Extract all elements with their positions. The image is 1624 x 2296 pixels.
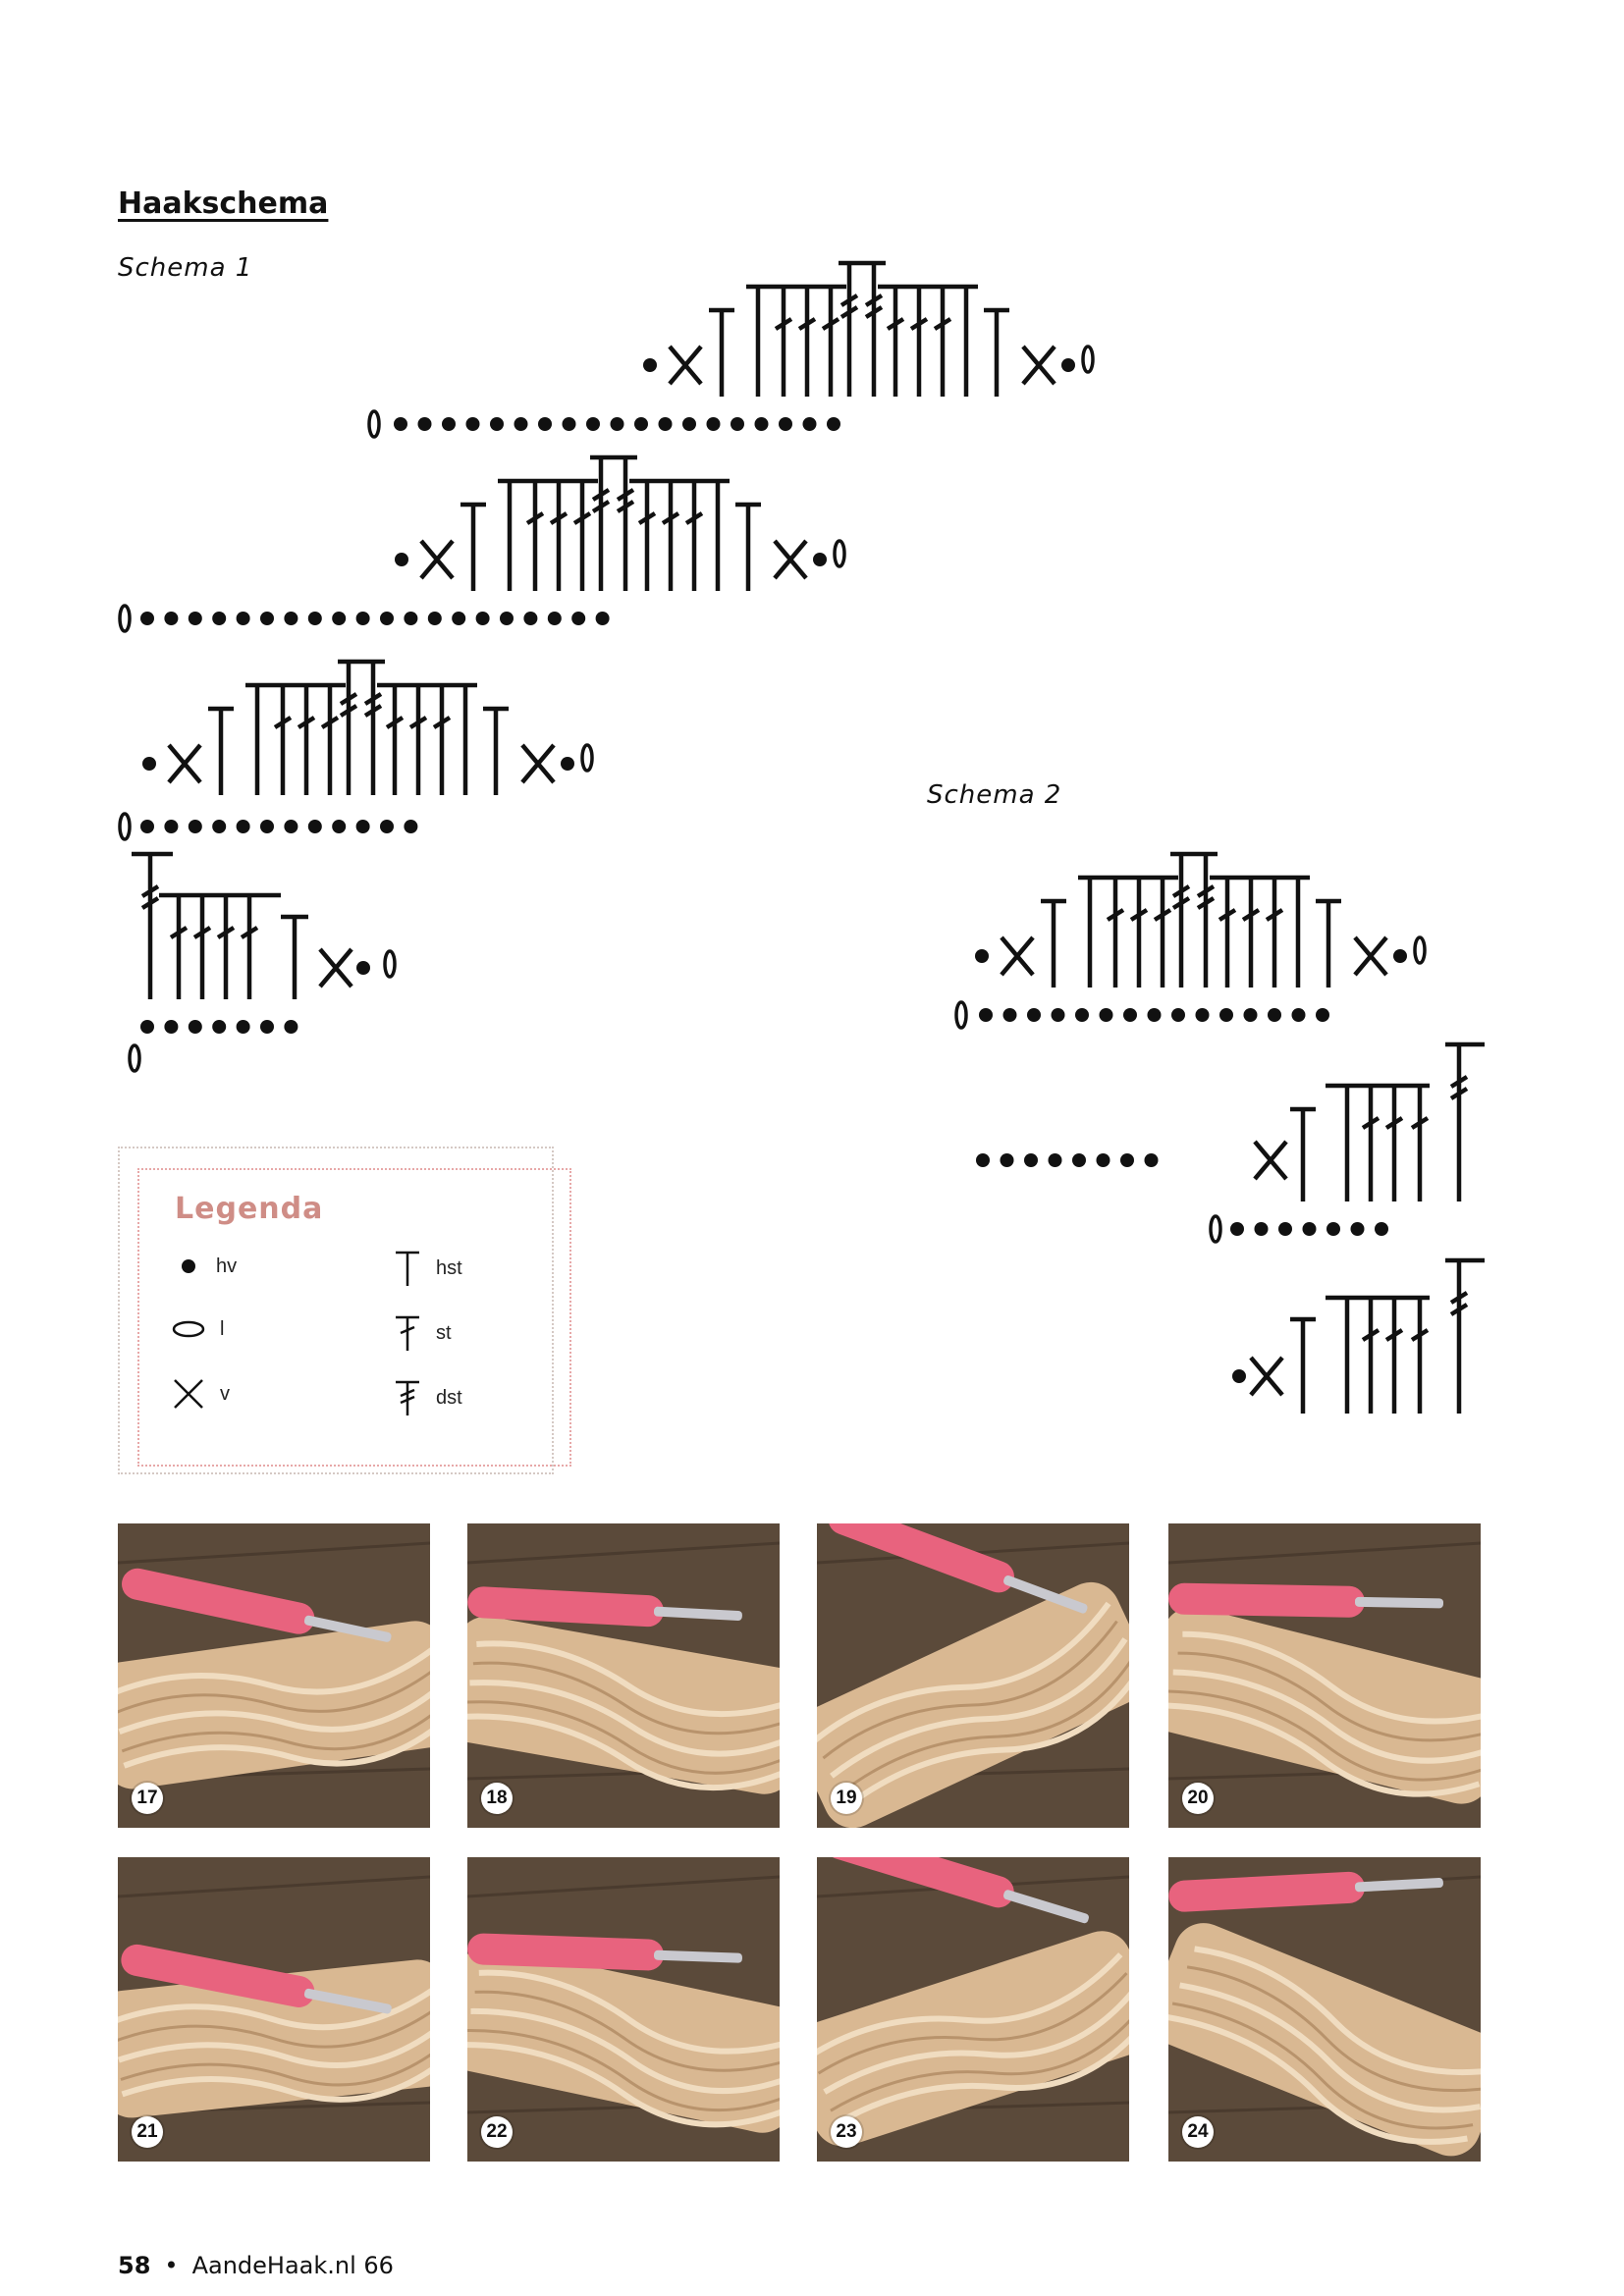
photo-illustration bbox=[1168, 1523, 1481, 1828]
chain-stitch-symbol bbox=[260, 1020, 274, 1034]
chain-stitch-symbol bbox=[237, 1020, 250, 1034]
chain-stitch-symbol bbox=[1052, 1008, 1065, 1022]
slip-stitch-symbol bbox=[956, 1002, 966, 1028]
legend-item-hv bbox=[175, 1253, 237, 1280]
st-symbol bbox=[171, 895, 187, 999]
photo-illustration bbox=[817, 1857, 1129, 2162]
chain-stitch-symbol bbox=[1244, 1008, 1258, 1022]
single-crochet-symbol bbox=[1255, 1142, 1286, 1179]
chain-stitch-symbol bbox=[659, 417, 673, 431]
chain-stitch-symbol bbox=[260, 820, 274, 833]
st-symbol bbox=[1386, 1086, 1402, 1201]
st-symbol bbox=[1363, 1298, 1379, 1414]
chain-stitch-symbol bbox=[284, 1020, 298, 1034]
slip-stitch-symbol bbox=[120, 814, 130, 839]
step-photo-21 bbox=[118, 1857, 430, 2162]
chain-stitch-symbol bbox=[212, 612, 226, 625]
st-symbol bbox=[776, 287, 791, 397]
slip-stitch-symbol bbox=[1211, 1216, 1220, 1242]
schema-2-label: Schema 2 bbox=[927, 780, 1062, 810]
chain-stitch-symbol bbox=[1230, 1222, 1244, 1236]
chain-stitch-symbol bbox=[332, 612, 346, 625]
legend-item-hst bbox=[393, 1249, 462, 1288]
publication-name: AandeHaak.nl 66 bbox=[191, 2252, 394, 2279]
chain-stitch-symbol bbox=[1123, 1008, 1137, 1022]
st-symbol bbox=[1412, 1086, 1428, 1201]
step-number-badge: 23 bbox=[831, 2116, 862, 2148]
page-footer bbox=[118, 2252, 394, 2279]
st-symbol bbox=[1219, 878, 1235, 988]
oval-icon bbox=[171, 1315, 206, 1343]
dst-symbol bbox=[341, 662, 356, 795]
chain-stitch-symbol bbox=[755, 417, 769, 431]
chain-stitch-symbol bbox=[1255, 1222, 1269, 1236]
chain-stitch-symbol bbox=[1351, 1222, 1365, 1236]
chain-stitch-symbol bbox=[827, 417, 840, 431]
page-title: Haakschema bbox=[118, 187, 329, 221]
cross-icon bbox=[171, 1376, 206, 1412]
st-symbol bbox=[823, 287, 839, 397]
st-symbol bbox=[1108, 878, 1123, 988]
chain-stitch-symbol bbox=[563, 417, 576, 431]
single-crochet-symbol bbox=[421, 541, 453, 578]
chain-stitch-symbol bbox=[1001, 1153, 1014, 1167]
chain-stitch-symbol bbox=[976, 1153, 990, 1167]
single-crochet-symbol bbox=[320, 949, 352, 987]
legend-item-l bbox=[171, 1315, 224, 1343]
dst-symbol bbox=[866, 263, 882, 397]
chain-stitch-symbol bbox=[380, 612, 394, 625]
chain-stitch-symbol bbox=[707, 417, 721, 431]
chain-stitch-symbol bbox=[548, 612, 562, 625]
chain-stitch-symbol bbox=[404, 820, 417, 833]
schema-1-label: Schema 1 bbox=[118, 253, 253, 283]
step-number-badge: 21 bbox=[132, 2116, 163, 2148]
chain-stitch-symbol bbox=[212, 820, 226, 833]
chain-stitch-symbol bbox=[212, 1020, 226, 1034]
st-symbol bbox=[242, 895, 257, 999]
chain-stitch-symbol bbox=[634, 417, 648, 431]
st-symbol bbox=[1386, 1298, 1402, 1414]
st-symbol bbox=[194, 895, 210, 999]
chain-stitch-symbol bbox=[308, 612, 322, 625]
chain-stitch-symbol bbox=[1097, 1153, 1110, 1167]
dst-symbol bbox=[841, 263, 857, 397]
chain-stitch-symbol bbox=[803, 417, 817, 431]
chain-stitch-symbol bbox=[514, 417, 528, 431]
st-symbol bbox=[387, 685, 403, 795]
chain-stitch-symbol bbox=[1061, 358, 1075, 372]
step-photo-20 bbox=[1168, 1523, 1481, 1828]
slip-stitch-symbol bbox=[130, 1045, 139, 1071]
st-symbol bbox=[322, 685, 338, 795]
chain-stitch-symbol bbox=[394, 417, 407, 431]
chain-stitch-symbol bbox=[561, 757, 574, 771]
legend-label-l: l bbox=[220, 1317, 225, 1340]
filled-dot-icon bbox=[175, 1253, 202, 1280]
chain-stitch-symbol bbox=[466, 417, 480, 431]
chain-stitch-symbol bbox=[332, 820, 346, 833]
legend-label-hst: hst bbox=[436, 1256, 462, 1279]
chain-stitch-symbol bbox=[538, 417, 552, 431]
chain-stitch-symbol bbox=[1171, 1008, 1185, 1022]
slip-stitch-symbol bbox=[385, 951, 395, 977]
photo-illustration bbox=[118, 1857, 430, 2162]
chain-stitch-symbol bbox=[356, 961, 370, 975]
single-crochet-symbol bbox=[1023, 347, 1055, 384]
chain-stitch-symbol bbox=[979, 1008, 993, 1022]
st-symbol bbox=[434, 685, 450, 795]
st-symbol bbox=[275, 685, 291, 795]
chain-stitch-symbol bbox=[404, 612, 417, 625]
single-crochet-symbol bbox=[1355, 937, 1386, 975]
single-crochet-symbol bbox=[775, 541, 806, 578]
slip-stitch-symbol bbox=[1083, 347, 1093, 372]
dst-symbol bbox=[365, 662, 381, 795]
chain-stitch-symbol bbox=[418, 417, 432, 431]
legend-item-dst bbox=[393, 1378, 462, 1417]
chain-stitch-symbol bbox=[1024, 1153, 1038, 1167]
chain-stitch-symbol bbox=[1145, 1153, 1159, 1167]
chain-stitch-symbol bbox=[1316, 1008, 1329, 1022]
chain-stitch-symbol bbox=[442, 417, 456, 431]
step-photo-24 bbox=[1168, 1857, 1481, 2162]
chain-stitch-symbol bbox=[189, 1020, 202, 1034]
chain-stitch-symbol bbox=[476, 612, 490, 625]
chain-stitch-symbol bbox=[490, 417, 504, 431]
st-symbol bbox=[935, 287, 950, 397]
step-photo-19 bbox=[817, 1523, 1129, 1828]
legend-label-v: v bbox=[220, 1382, 230, 1405]
chain-stitch-symbol bbox=[380, 820, 394, 833]
chain-stitch-symbol bbox=[428, 612, 442, 625]
legend-item-st bbox=[393, 1313, 452, 1353]
chain-stitch-symbol bbox=[164, 1020, 178, 1034]
chain-stitch-symbol bbox=[975, 949, 989, 963]
dst-symbol bbox=[1173, 854, 1189, 988]
chain-stitch-symbol bbox=[1196, 1008, 1210, 1022]
slip-stitch-symbol bbox=[120, 606, 130, 631]
chain-stitch-symbol bbox=[611, 417, 624, 431]
chain-stitch-symbol bbox=[1120, 1153, 1134, 1167]
chain-stitch-symbol bbox=[779, 417, 792, 431]
chain-stitch-symbol bbox=[500, 612, 514, 625]
single-crochet-symbol bbox=[522, 745, 554, 782]
chain-stitch-symbol bbox=[189, 612, 202, 625]
chain-stitch-symbol bbox=[1075, 1008, 1089, 1022]
chain-stitch-symbol bbox=[1219, 1008, 1233, 1022]
step-number-badge: 17 bbox=[132, 1783, 163, 1814]
st-symbol bbox=[527, 481, 543, 591]
dst-symbol bbox=[1198, 854, 1214, 988]
page-number: 58 bbox=[118, 2252, 151, 2279]
chain-stitch-symbol bbox=[356, 612, 370, 625]
chain-stitch-symbol bbox=[586, 417, 600, 431]
chain-stitch-symbol bbox=[284, 612, 298, 625]
st-symbol bbox=[410, 685, 426, 795]
chain-stitch-symbol bbox=[1375, 1222, 1388, 1236]
chain-stitch-symbol bbox=[813, 553, 827, 566]
chain-stitch-symbol bbox=[1027, 1008, 1041, 1022]
dst-symbol bbox=[618, 457, 633, 591]
dst-symbol-icon bbox=[393, 1378, 422, 1417]
chain-stitch-symbol bbox=[1100, 1008, 1113, 1022]
chain-stitch-symbol bbox=[1049, 1153, 1062, 1167]
chain-stitch-symbol bbox=[164, 612, 178, 625]
photo-illustration bbox=[1168, 1857, 1481, 2162]
chain-stitch-symbol bbox=[682, 417, 696, 431]
legend-label-st: st bbox=[436, 1321, 452, 1344]
legend-label-dst: dst bbox=[436, 1386, 462, 1409]
footer-separator: • bbox=[164, 2252, 179, 2279]
single-crochet-symbol bbox=[670, 347, 701, 384]
chain-stitch-symbol bbox=[142, 757, 156, 771]
chain-stitch-symbol bbox=[308, 820, 322, 833]
chain-stitch-symbol bbox=[571, 612, 585, 625]
st-symbol bbox=[1243, 878, 1259, 988]
step-photo-23 bbox=[817, 1857, 1129, 2162]
chain-stitch-symbol bbox=[140, 1020, 154, 1034]
step-number-badge: 24 bbox=[1182, 2116, 1214, 2148]
chain-stitch-symbol bbox=[1326, 1222, 1340, 1236]
legend-title: Legenda bbox=[175, 1192, 324, 1226]
chain-stitch-symbol bbox=[260, 612, 274, 625]
chain-stitch-symbol bbox=[1268, 1008, 1281, 1022]
slip-stitch-symbol bbox=[1415, 937, 1425, 963]
st-symbol bbox=[1155, 878, 1170, 988]
chain-stitch-symbol bbox=[164, 820, 178, 833]
st-symbol-icon bbox=[393, 1313, 422, 1353]
st-symbol bbox=[551, 481, 567, 591]
chain-stitch-symbol bbox=[523, 612, 537, 625]
chain-stitch-symbol bbox=[1278, 1222, 1292, 1236]
chain-stitch-symbol bbox=[284, 820, 298, 833]
chain-stitch-symbol bbox=[1003, 1008, 1017, 1022]
photo-illustration bbox=[118, 1523, 430, 1828]
chain-stitch-symbol bbox=[395, 553, 408, 566]
chain-stitch-symbol bbox=[596, 612, 610, 625]
legend-item-v bbox=[171, 1376, 230, 1412]
dst-symbol bbox=[593, 457, 609, 591]
st-symbol bbox=[218, 895, 234, 999]
legend-label-hv: hv bbox=[216, 1255, 238, 1277]
step-photo-18 bbox=[467, 1523, 780, 1828]
step-number-badge: 19 bbox=[831, 1783, 862, 1814]
single-crochet-symbol bbox=[1251, 1358, 1282, 1395]
chain-stitch-symbol bbox=[237, 820, 250, 833]
step-photo-22 bbox=[467, 1857, 780, 2162]
chain-stitch-symbol bbox=[189, 820, 202, 833]
st-symbol bbox=[574, 481, 590, 591]
dst-symbol bbox=[1451, 1044, 1467, 1201]
chain-stitch-symbol bbox=[1393, 949, 1407, 963]
slip-stitch-symbol bbox=[835, 541, 844, 566]
st-symbol bbox=[1363, 1086, 1379, 1201]
st-symbol bbox=[686, 481, 702, 591]
chain-stitch-symbol bbox=[1232, 1369, 1246, 1383]
chain-stitch-symbol bbox=[1292, 1008, 1306, 1022]
step-number-badge: 18 bbox=[481, 1783, 513, 1814]
step-number-badge: 20 bbox=[1182, 1783, 1214, 1814]
st-symbol bbox=[888, 287, 903, 397]
single-crochet-symbol bbox=[1001, 937, 1033, 975]
single-crochet-symbol bbox=[169, 745, 200, 782]
photo-illustration bbox=[817, 1523, 1129, 1828]
chain-stitch-symbol bbox=[731, 417, 744, 431]
st-symbol bbox=[911, 287, 927, 397]
slip-stitch-symbol bbox=[582, 745, 592, 771]
st-symbol bbox=[298, 685, 314, 795]
chain-stitch-symbol bbox=[140, 820, 154, 833]
step-number-badge: 22 bbox=[481, 2116, 513, 2148]
chain-stitch-symbol bbox=[1148, 1008, 1162, 1022]
dst-symbol bbox=[142, 854, 158, 999]
photo-illustration bbox=[467, 1857, 780, 2162]
st-symbol bbox=[663, 481, 678, 591]
step-photo-17 bbox=[118, 1523, 430, 1828]
st-symbol bbox=[1131, 878, 1147, 988]
hst-symbol-icon bbox=[393, 1249, 422, 1288]
chain-stitch-symbol bbox=[356, 820, 370, 833]
chain-stitch-symbol bbox=[643, 358, 657, 372]
photo-illustration bbox=[467, 1523, 780, 1828]
chain-stitch-symbol bbox=[452, 612, 465, 625]
st-symbol bbox=[799, 287, 815, 397]
slip-stitch-symbol bbox=[369, 411, 379, 437]
st-symbol bbox=[639, 481, 655, 591]
chain-stitch-symbol bbox=[1303, 1222, 1317, 1236]
st-symbol bbox=[1412, 1298, 1428, 1414]
chain-stitch-symbol bbox=[237, 612, 250, 625]
st-symbol bbox=[1267, 878, 1282, 988]
chain-stitch-symbol bbox=[1072, 1153, 1086, 1167]
chain-stitch-symbol bbox=[140, 612, 154, 625]
dst-symbol bbox=[1451, 1260, 1467, 1414]
